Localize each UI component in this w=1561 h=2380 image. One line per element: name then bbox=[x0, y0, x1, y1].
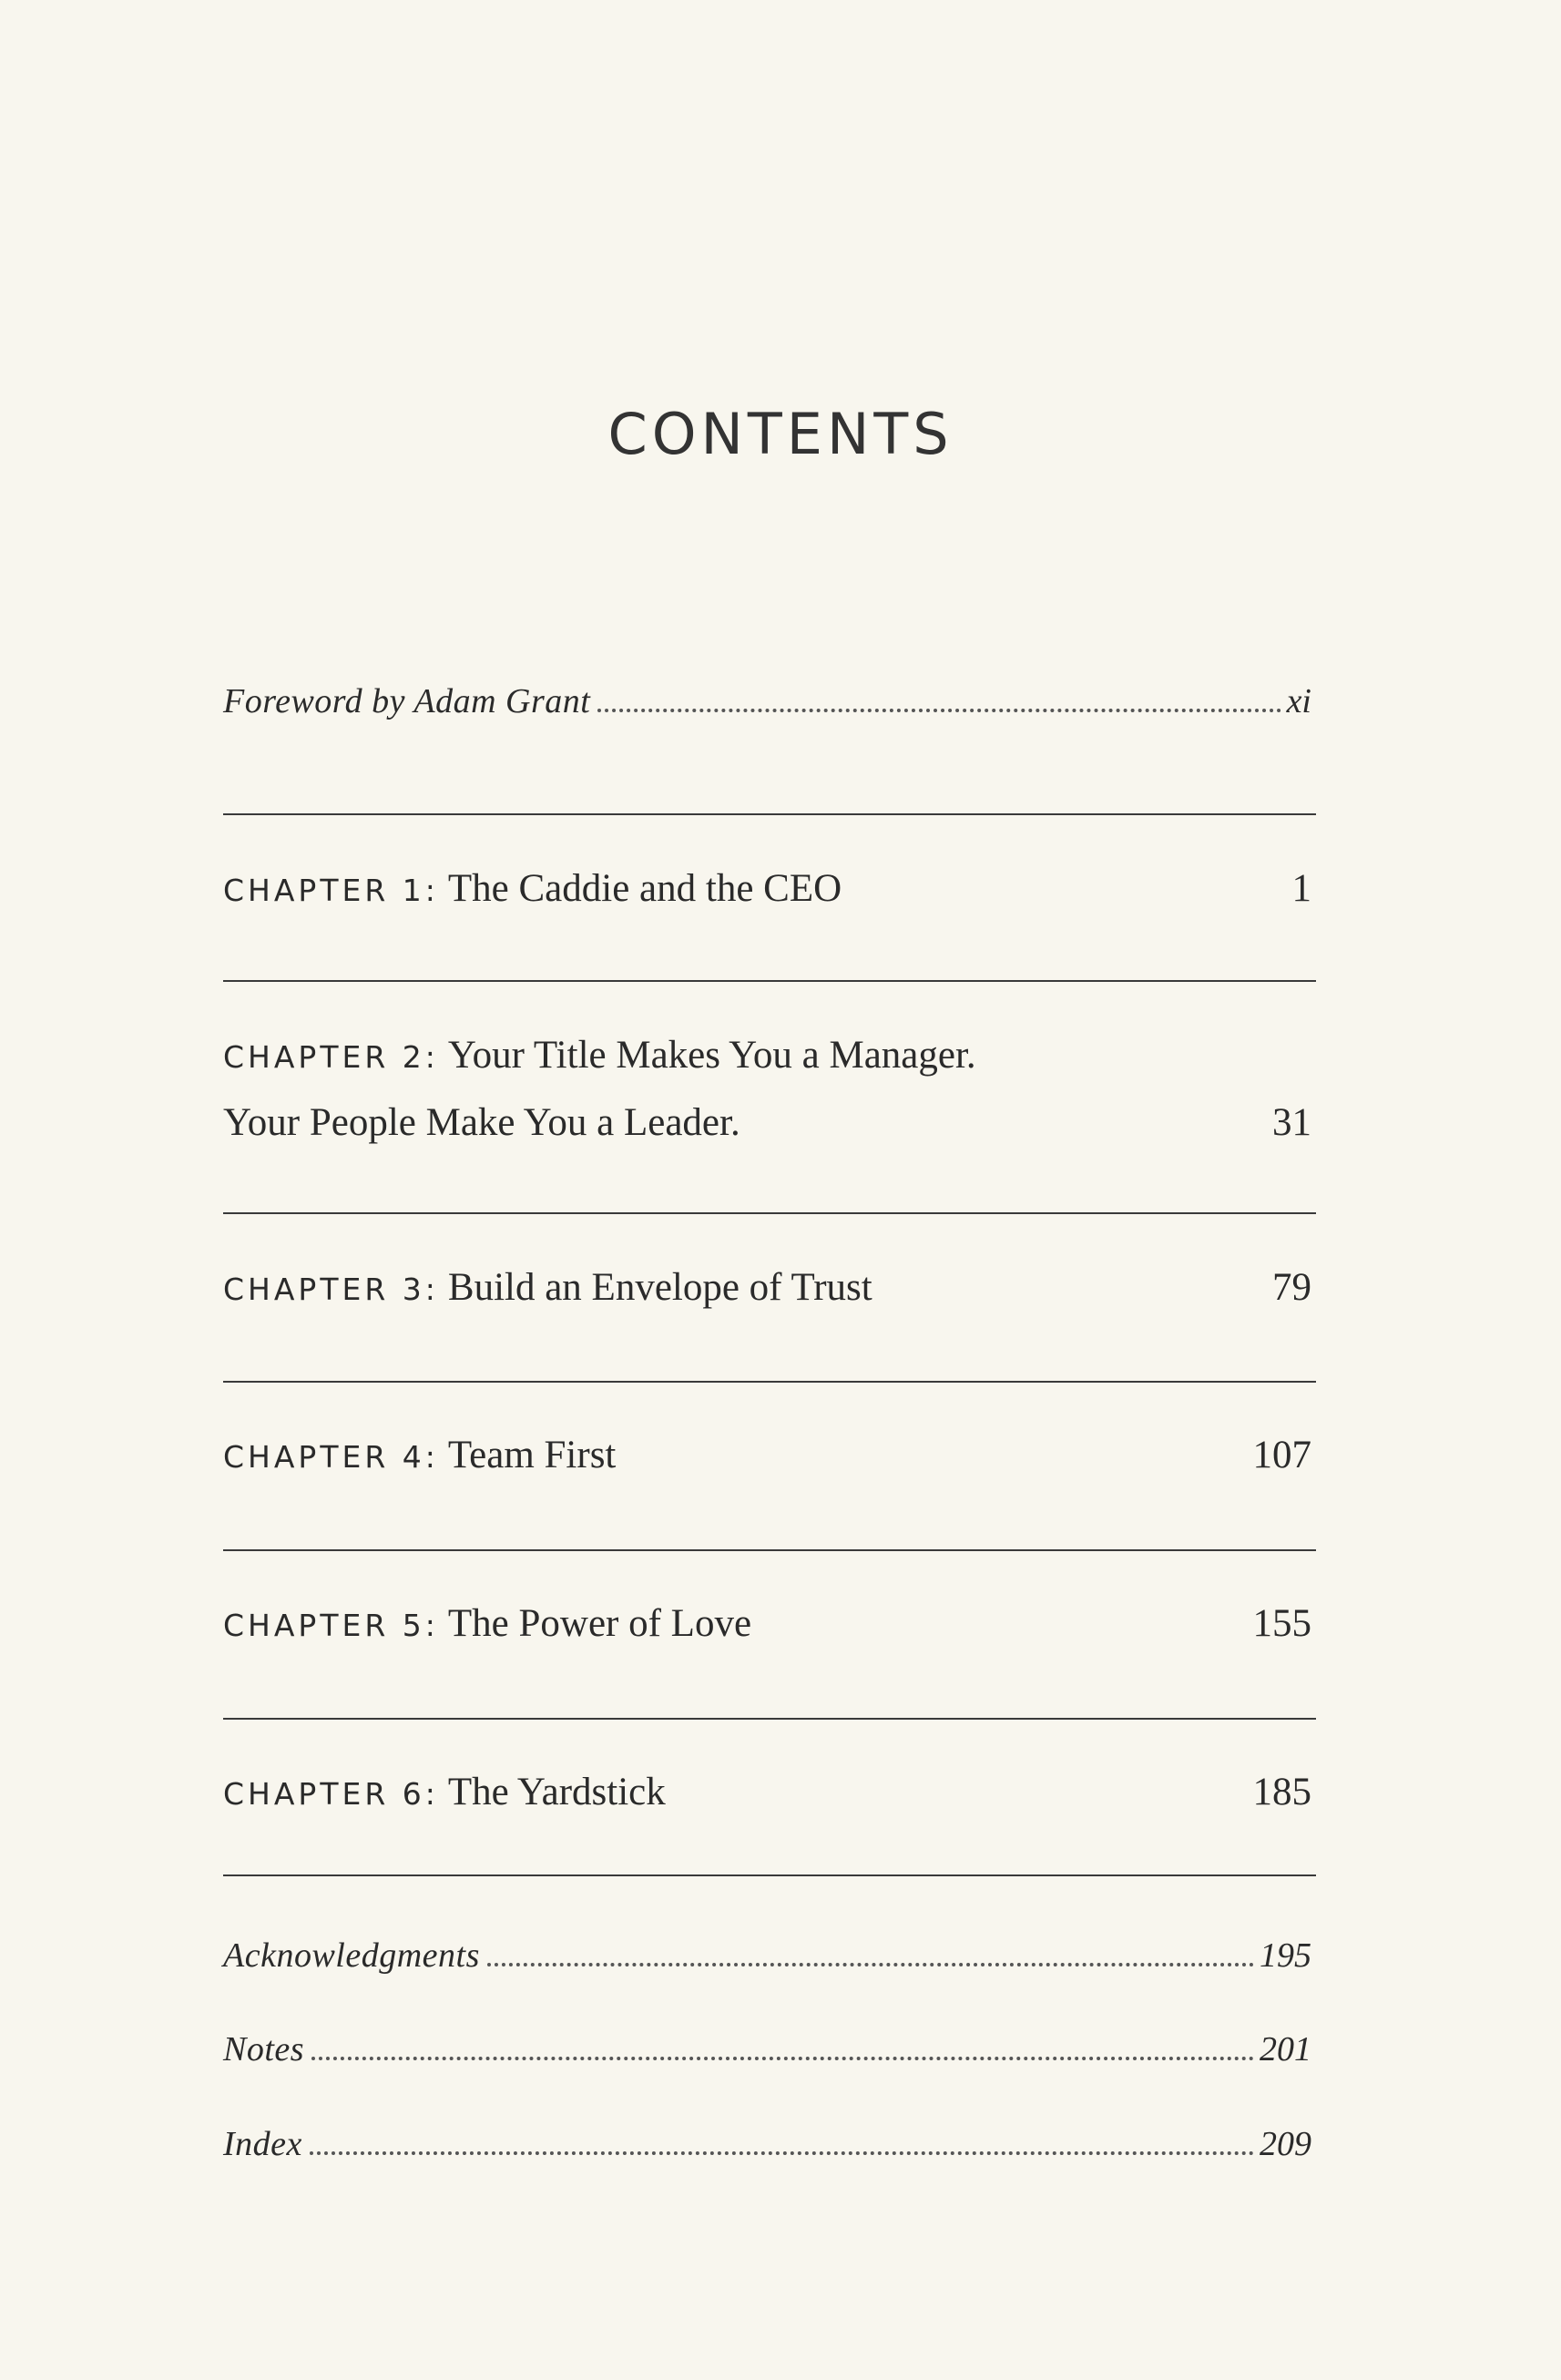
colon-separator: : bbox=[424, 1776, 435, 1812]
chapter-page: 107 bbox=[1252, 1434, 1311, 1476]
divider bbox=[223, 1381, 1316, 1383]
toc-entry-chapter-1[interactable] bbox=[223, 856, 1311, 924]
chapter-label: CHAPTER 4 bbox=[223, 1439, 425, 1475]
toc-entry-page: xi bbox=[1286, 682, 1311, 720]
divider bbox=[223, 813, 1316, 815]
chapter-page: 79 bbox=[1272, 1266, 1311, 1309]
dot-leader bbox=[597, 709, 1280, 712]
colon-separator: : bbox=[424, 1039, 435, 1075]
toc-entry-page: 195 bbox=[1260, 1936, 1311, 1975]
chapter-label: CHAPTER 2 bbox=[223, 1039, 425, 1075]
divider bbox=[223, 1718, 1316, 1720]
chapter-label: CHAPTER 1 bbox=[223, 873, 425, 908]
page-title: CONTENTS bbox=[607, 401, 954, 467]
chapter-title: The Yardstick bbox=[447, 1771, 666, 1813]
chapter-label: CHAPTER 6 bbox=[223, 1776, 425, 1812]
chapter-page: 155 bbox=[1252, 1602, 1311, 1645]
chapter-title-line-2: Your People Make You a Leader. bbox=[223, 1101, 740, 1144]
toc-entry-acknowledgments[interactable] bbox=[223, 1936, 1311, 1976]
toc-entry-foreword[interactable] bbox=[223, 681, 1311, 721]
dot-leader bbox=[487, 1963, 1254, 1966]
dot-leader bbox=[310, 2151, 1254, 2155]
toc-entry-chapter-4[interactable] bbox=[223, 1423, 1311, 1490]
chapter-page: 185 bbox=[1252, 1771, 1311, 1813]
toc-entry-chapter-6[interactable] bbox=[223, 1760, 1311, 1827]
chapter-title-line-1: Your Title Makes You a Manager. bbox=[447, 1034, 976, 1077]
toc-entry-label: Index bbox=[223, 2125, 302, 2163]
divider bbox=[223, 1874, 1316, 1876]
colon-separator: : bbox=[424, 1608, 435, 1643]
colon-separator: : bbox=[424, 1439, 435, 1475]
divider bbox=[223, 1212, 1316, 1214]
toc-entry-label: Acknowledgments bbox=[223, 1936, 480, 1975]
toc-entry-chapter-3[interactable] bbox=[223, 1255, 1311, 1323]
toc-entry-chapter-5[interactable] bbox=[223, 1591, 1311, 1659]
chapter-title: The Power of Love bbox=[447, 1602, 752, 1645]
toc-entry-label: Foreword by Adam Grant bbox=[223, 682, 591, 720]
chapter-label: CHAPTER 3 bbox=[223, 1272, 425, 1307]
toc-entry-index[interactable] bbox=[223, 2124, 1311, 2164]
chapter-title: Build an Envelope of Trust bbox=[447, 1266, 872, 1309]
toc-entry-chapter-2[interactable] bbox=[223, 1023, 1311, 1156]
chapter-page: 1 bbox=[1291, 867, 1311, 910]
chapter-title: Team First bbox=[447, 1434, 617, 1476]
colon-separator: : bbox=[424, 873, 435, 908]
toc-entry-page: 201 bbox=[1260, 2030, 1311, 2068]
divider bbox=[223, 980, 1316, 982]
colon-separator: : bbox=[424, 1272, 435, 1307]
toc-entry-label: Notes bbox=[223, 2030, 305, 2068]
chapter-title: The Caddie and the CEO bbox=[447, 867, 842, 910]
chapter-page: 31 bbox=[1272, 1101, 1311, 1144]
toc-entry-page: 209 bbox=[1260, 2125, 1311, 2163]
divider bbox=[223, 1549, 1316, 1551]
dot-leader bbox=[311, 2057, 1254, 2060]
chapter-label: CHAPTER 5 bbox=[223, 1608, 425, 1643]
toc-entry-notes[interactable] bbox=[223, 2029, 1311, 2069]
